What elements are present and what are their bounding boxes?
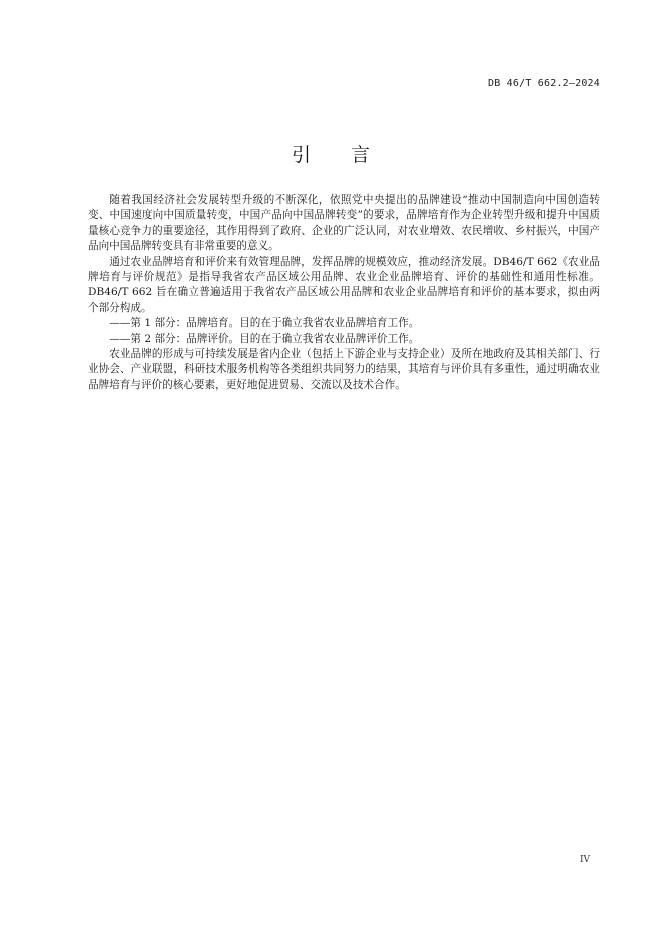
list-item: ——第 2 部分：品牌评价。目的在于确立我省农业品牌评价工作。 xyxy=(109,332,420,345)
standard-code: DB 46/T 662.2—2024 xyxy=(488,78,600,89)
document-body xyxy=(88,193,600,393)
page-title: 引言 xyxy=(291,144,410,166)
paragraph: 通过农业品牌培育和评价来有效管理品牌，发挥品牌的规模效应，推动经济发展。DB46/T 662《农业品牌培育与评价规范》是指导我省农产品区域公用品牌、农业企业品牌培育、评价的基础性和通用性标准。DB46/T 662 旨在确立普遍适用于我省农产品区域公用品牌和农业企业品牌培育和评价的基本要求，拟由两个部分构成。 xyxy=(88,255,600,314)
paragraph: 农业品牌的形成与可持续发展是省内企业（包括上下游企业与支持企业）及所在地政府及其相关部门、行业协会、产业联盟，科研技术服务机构等各类组织共同努力的结果，其培育与评价具有多重性，通过明确农业品牌培育与评价的核心要素，更好地促进贸易、交流以及技术合作。 xyxy=(88,348,600,391)
paragraph: 随着我国经济社会发展转型升级的不断深化，依照党中央提出的品牌建设“推动中国制造向中国创造转变、中国速度向中国质量转变，中国产品向中国品牌转变”的要求，品牌培育作为企业转型升级和提升中国质量核心竞争力的重要途径，其作用得到了政府、企业的广泛认同，对农业增效、农民增收、乡村振兴，中国产品向中国品牌转变具有非常重要的意义。 xyxy=(88,194,600,253)
page-number: IV xyxy=(579,855,590,865)
list-item: ——第 1 部分：品牌培育。目的在于确立我省农业品牌培育工作。 xyxy=(109,317,420,330)
